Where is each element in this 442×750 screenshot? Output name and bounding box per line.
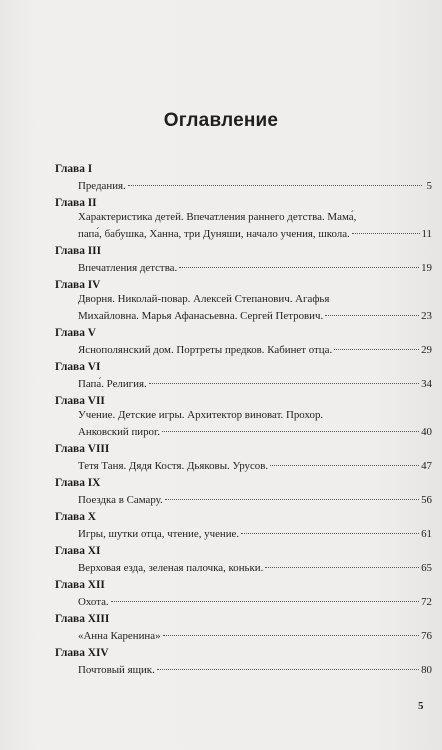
dot-leader xyxy=(334,337,419,350)
dot-leader xyxy=(128,173,422,186)
dot-leader xyxy=(165,487,419,500)
bleed-through-text xyxy=(392,46,395,56)
chapter-description xyxy=(55,456,432,473)
toc-entry xyxy=(55,544,432,575)
dot-leader xyxy=(325,303,419,316)
toc-entry xyxy=(55,278,432,323)
toc-entry xyxy=(55,196,432,241)
chapter-description-line: Анковский пирог. xyxy=(78,426,160,438)
dot-leader xyxy=(149,371,419,384)
chapter-description-line: «Анна Каренина» xyxy=(78,630,161,642)
chapter-heading: Глава XIV xyxy=(55,647,109,659)
toc-entry xyxy=(55,612,432,643)
chapter-description-line: Предания. xyxy=(78,180,126,192)
chapter-description-line: Тетя Таня. Дядя Костя. Дьяковы. Урусов. xyxy=(78,460,269,472)
chapter-page-number: 40 xyxy=(421,426,432,438)
dot-leader xyxy=(352,221,420,234)
chapter-description-line: Почтовый ящик. xyxy=(78,664,155,676)
dot-leader xyxy=(179,255,419,268)
dot-leader xyxy=(157,657,419,670)
chapter-description-line: Игры, шутки отца, чтение, учение. xyxy=(78,528,240,540)
chapter-description xyxy=(55,292,432,323)
chapter-description-line: Папа́. Религия. xyxy=(78,378,147,390)
chapter-description xyxy=(55,592,432,609)
toc-entry xyxy=(55,510,432,541)
chapter-heading: Глава II xyxy=(55,197,97,209)
chapter-heading: Глава VII xyxy=(55,395,105,407)
chapter-description xyxy=(55,524,432,541)
chapter-description-line: папа́, бабушка, Ханна, три Дуняши, начало учения, школа. xyxy=(78,228,350,240)
dot-leader xyxy=(162,419,419,432)
dot-leader xyxy=(111,589,419,602)
chapter-description xyxy=(55,374,432,391)
chapter-heading: Глава VI xyxy=(55,361,101,373)
chapter-page-number: 5 xyxy=(426,180,432,192)
chapter-page-number: 23 xyxy=(421,310,432,322)
page-title: Оглавление xyxy=(163,110,279,131)
chapter-description xyxy=(55,210,432,241)
chapter-description-line: Яснополянский дом. Портреты предков. Кабинет отца. xyxy=(78,344,333,356)
chapter-page-number: 47 xyxy=(421,460,432,472)
chapter-page-number: 29 xyxy=(421,344,432,356)
chapter-description-line: Характеристика детей. Впечатления раннего детства. Мама́, xyxy=(78,211,357,223)
chapter-page-number: 34 xyxy=(421,378,432,390)
dot-leader xyxy=(270,453,419,466)
page-number: 5 xyxy=(418,700,424,712)
chapter-description xyxy=(55,626,432,643)
chapter-description xyxy=(55,558,432,575)
chapter-description-line: Михайловна. Марья Афанасьевна. Сергей Петрович. xyxy=(78,310,324,322)
toc-entry xyxy=(55,162,432,193)
chapter-description-line: Впечатления детства. xyxy=(78,262,178,274)
chapter-heading: Глава XIII xyxy=(55,613,110,625)
dot-leader xyxy=(265,555,419,568)
chapter-description xyxy=(55,340,432,357)
table-of-contents xyxy=(55,162,432,680)
chapter-page-number: 61 xyxy=(421,528,432,540)
chapter-page-number: 56 xyxy=(421,494,432,506)
chapter-heading: Глава XI xyxy=(55,545,101,557)
chapter-page-number: 19 xyxy=(421,262,432,274)
chapter-description xyxy=(55,176,432,193)
chapter-page-number: 76 xyxy=(421,630,432,642)
chapter-page-number: 72 xyxy=(421,596,432,608)
toc-entry xyxy=(55,578,432,609)
chapter-page-number: 11 xyxy=(421,228,432,240)
chapter-description xyxy=(55,408,432,439)
chapter-heading: Глава IV xyxy=(55,279,101,291)
toc-entry xyxy=(55,326,432,357)
toc-entry xyxy=(55,646,432,677)
toc-entry xyxy=(55,394,432,439)
chapter-description xyxy=(55,490,432,507)
chapter-heading: Глава IX xyxy=(55,477,101,489)
chapter-description-line: Охота. xyxy=(78,596,109,608)
chapter-heading: Глава VIII xyxy=(55,443,110,455)
chapter-description xyxy=(55,660,432,677)
chapter-heading: Глава I xyxy=(55,163,93,175)
chapter-page-number: 65 xyxy=(421,562,432,574)
chapter-description-line: Учение. Детские игры. Архитектор виноват. Прохор. xyxy=(78,409,324,421)
chapter-description-line: Дворня. Николай-повар. Алексей Степанович. Агафья xyxy=(78,293,330,305)
chapter-heading: Глава V xyxy=(55,327,96,339)
toc-entry xyxy=(55,442,432,473)
toc-entry xyxy=(55,476,432,507)
chapter-description xyxy=(55,258,432,275)
dot-leader xyxy=(163,623,420,636)
dot-leader xyxy=(241,521,419,534)
chapter-description-line: Верховая езда, зеленая палочка, коньки. xyxy=(78,562,264,574)
chapter-page-number: 80 xyxy=(421,664,432,676)
chapter-heading: Глава III xyxy=(55,245,102,257)
toc-entry xyxy=(55,244,432,275)
chapter-description-line: Поездка в Самару. xyxy=(78,494,163,506)
chapter-heading: Глава XII xyxy=(55,579,105,591)
toc-entry xyxy=(55,360,432,391)
chapter-heading: Глава X xyxy=(55,511,96,523)
